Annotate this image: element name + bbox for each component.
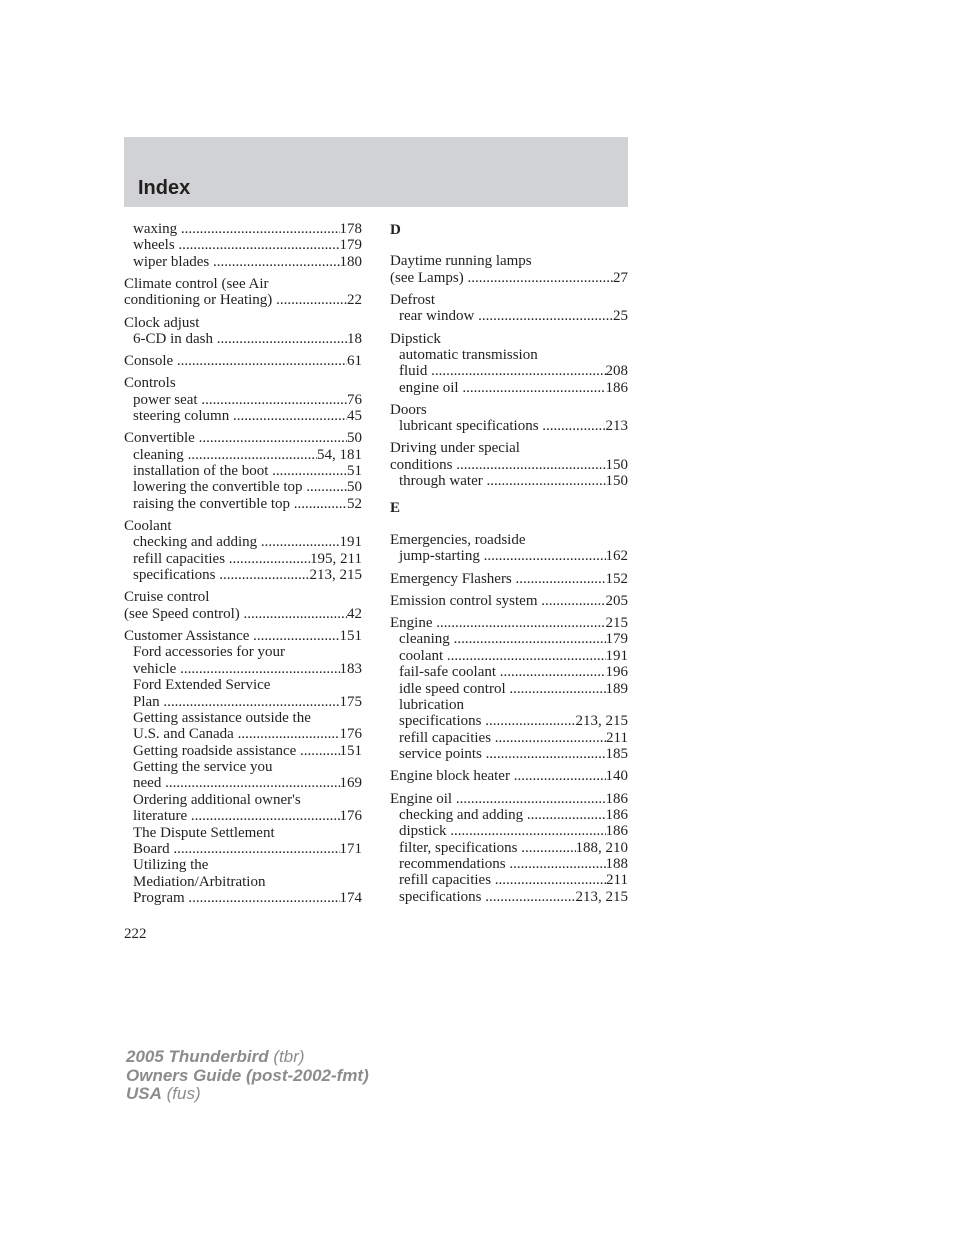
leader-dots (482, 746, 606, 762)
index-subentry-line (124, 841, 362, 857)
index-subentry-line (390, 746, 628, 762)
section-letter-d: D (390, 222, 401, 238)
leader-dots (491, 730, 606, 746)
leader-dots (538, 593, 606, 609)
leader-dots (480, 548, 606, 564)
entry-text: Engine (390, 615, 433, 631)
page-reference: 195, 211 (310, 550, 362, 567)
index-subentry-line (124, 775, 362, 791)
entry-text: Ford accessories for your (133, 644, 286, 661)
index-subentry-line (124, 463, 362, 479)
entry-text: cleaning (133, 446, 184, 463)
entry-text: lowering the convertible top (133, 479, 303, 496)
entry-text: Ordering additional owner's (133, 791, 301, 808)
footer-line-market (126, 1085, 369, 1104)
leader-dots (427, 363, 605, 379)
index-subentry-line (390, 473, 628, 489)
index-subentry-line (124, 331, 362, 347)
leader-dots (296, 743, 339, 759)
entry-text: Engine oil (390, 790, 453, 807)
page-reference: 175 (339, 693, 362, 710)
page-reference: 183 (339, 660, 362, 677)
entry-text: refill capacities (133, 550, 226, 567)
index-subentry-line (124, 792, 362, 808)
index-subentry-line (390, 730, 628, 746)
leader-dots (268, 463, 347, 479)
leader-dots (539, 418, 606, 434)
index-column-left (124, 221, 362, 912)
entry-text: Emission control system (390, 592, 538, 609)
page-reference: 22 (347, 292, 362, 309)
page-reference: 152 (605, 570, 628, 587)
entry-text: conditioning or Heating) (124, 292, 273, 309)
index-subentry-line (124, 479, 362, 495)
entry-text: Defrost (390, 291, 435, 308)
entry-text: waxing (133, 221, 178, 237)
entry-text: refill capacities (399, 729, 492, 746)
index-entry (390, 593, 628, 609)
index-entry (390, 615, 628, 763)
index-entry-line (390, 457, 628, 473)
index-entry-line (390, 440, 628, 456)
index-entry (124, 375, 362, 424)
leader-dots (198, 392, 347, 408)
entry-text: Customer Assistance (124, 627, 250, 644)
index-subentry-line (124, 567, 362, 583)
index-entry-line (124, 353, 362, 369)
index-subentry-line (390, 697, 628, 713)
entry-text: (see Speed control) (124, 605, 240, 622)
entry-text: Coolant (124, 518, 172, 535)
entry-text: The Dispute Settlement (133, 824, 275, 841)
index-entry-line (124, 430, 362, 446)
page-reference: 215 (605, 615, 628, 631)
leader-dots (481, 889, 575, 905)
index-subentry-line (124, 551, 362, 567)
index-subentry-line (390, 807, 628, 823)
index-section-d (390, 253, 628, 489)
leader-dots (491, 872, 606, 888)
leader-dots (187, 808, 339, 824)
entry-text: Getting the service you (133, 759, 273, 776)
index-subentry-line (124, 254, 362, 270)
leader-dots (195, 430, 347, 446)
index-entry-line (124, 315, 362, 331)
index-entry-line (124, 518, 362, 534)
entry-text: conditions (390, 456, 453, 473)
leader-dots (229, 408, 347, 424)
page-reference: 208 (605, 363, 628, 380)
index-subentry-line (390, 363, 628, 379)
page-reference: 205 (605, 592, 628, 609)
entry-text: filter, specifications (399, 839, 518, 856)
index-entry-line (390, 292, 628, 308)
index-entry (124, 589, 362, 622)
entry-text: Driving under special (390, 440, 520, 457)
leader-dots (510, 768, 606, 784)
entry-text: idle speed control (399, 680, 506, 697)
index-subentry-line (390, 840, 628, 856)
leader-dots (481, 713, 575, 729)
page-reference: 150 (605, 456, 628, 473)
leader-dots (225, 551, 310, 567)
leader-dots (176, 661, 339, 677)
page-reference: 151 (339, 742, 362, 759)
entry-text: Emergency Flashers (390, 570, 512, 587)
entry-text: Console (124, 353, 174, 370)
index-entry-line (390, 593, 628, 609)
leader-dots (240, 606, 347, 622)
index-subentry-line (390, 889, 628, 905)
page-reference: 25 (613, 308, 628, 325)
page-reference: 179 (339, 237, 362, 254)
entry-text: wheels (133, 237, 175, 254)
entry-text: (see Lamps) (390, 269, 464, 286)
page-reference: 171 (339, 841, 362, 858)
footer-model-code: (tbr) (268, 1047, 305, 1066)
leader-dots (177, 221, 339, 237)
index-subentry-line (390, 681, 628, 697)
index-entry-line (124, 606, 362, 622)
index-entry-line (390, 253, 628, 269)
entry-text: Utilizing the (133, 857, 209, 874)
leader-dots (459, 380, 606, 396)
entry-text: U.S. and Canada (133, 726, 234, 743)
page-reference: 186 (605, 823, 628, 840)
index-subentry-line (124, 534, 362, 550)
entry-text: installation of the boot (133, 463, 269, 480)
leader-dots (523, 807, 605, 823)
index-subentry-line (124, 496, 362, 512)
page-reference: 186 (605, 379, 628, 396)
leader-dots (175, 237, 340, 253)
entry-text: Getting assistance outside the (133, 709, 311, 726)
entry-text: Engine block heater (390, 768, 510, 785)
leader-dots (160, 694, 340, 710)
page-reference: 162 (605, 548, 628, 565)
index-entry (390, 768, 628, 784)
entry-text: specifications (399, 888, 482, 905)
index-subentry-line (124, 825, 362, 841)
page-reference: 42 (347, 605, 362, 622)
entry-text: Controls (124, 375, 176, 392)
index-entry (390, 440, 628, 489)
index-entry-line (390, 768, 628, 784)
page-reference: 76 (347, 391, 362, 408)
index-subentry-line (124, 874, 362, 890)
entry-text: Climate control (see Air (124, 275, 269, 292)
entry-text: Dipstick (390, 330, 441, 347)
leader-dots (290, 496, 347, 512)
index-subentry-line (390, 308, 628, 324)
leader-dots (433, 615, 606, 631)
index-entry (124, 628, 362, 907)
leader-dots (506, 681, 606, 697)
index-subentry-line (390, 823, 628, 839)
entry-text: fail-safe coolant (399, 664, 497, 681)
leader-dots (213, 331, 347, 347)
index-subentry-line (124, 857, 362, 873)
index-subentry-line (124, 759, 362, 775)
entry-text: Clock adjust (124, 314, 200, 331)
entry-text: Cruise control (124, 589, 210, 606)
page-reference: 188 (605, 856, 628, 873)
index-entry-line (124, 292, 362, 308)
index-subentry-line (124, 661, 362, 677)
page-reference: 51 (347, 463, 362, 480)
index-subentry-line (390, 648, 628, 664)
index-entry-line (390, 571, 628, 587)
leader-dots (453, 457, 606, 473)
entry-text: power seat (133, 391, 198, 408)
entry-text: recommendations (399, 856, 506, 873)
page-reference: 169 (339, 775, 362, 792)
page-number: 222 (124, 926, 147, 942)
index-entry-line (390, 532, 628, 548)
leader-dots (464, 270, 613, 286)
page-reference: 45 (347, 408, 362, 425)
page-reference: 196 (605, 664, 628, 681)
index-subentry-line (390, 872, 628, 888)
page-reference: 151 (339, 627, 362, 644)
leader-dots (450, 631, 606, 647)
page-reference: 179 (605, 631, 628, 648)
leader-dots (512, 571, 606, 587)
index-subentry-line (124, 694, 362, 710)
page-reference: 211 (606, 729, 628, 746)
page-reference: 191 (605, 647, 628, 664)
index-subentry-line (124, 644, 362, 660)
index-entry (124, 221, 362, 270)
index-entry-line (390, 791, 628, 807)
index-entry (124, 430, 362, 512)
index-entry (124, 315, 362, 348)
index-subentry-line (390, 713, 628, 729)
leader-dots (447, 823, 606, 839)
leader-dots (185, 890, 340, 906)
entry-text: automatic transmission (399, 346, 538, 363)
index-entry-line (124, 628, 362, 644)
entry-text: 6-CD in dash (133, 330, 213, 347)
page-reference: 213 (605, 418, 628, 435)
index-subentry-line (124, 447, 362, 463)
index-entry (390, 331, 628, 397)
index-entry (390, 253, 628, 286)
leader-dots (215, 567, 309, 583)
entry-text: Board (133, 841, 170, 858)
index-entry (124, 276, 362, 309)
section-letter-e: E (390, 499, 401, 516)
page-reference: 140 (605, 768, 628, 785)
entry-text: wiper blades (133, 253, 210, 270)
index-subentry-line (124, 392, 362, 408)
entry-text: Doors (390, 401, 427, 418)
index-entry-line (390, 331, 628, 347)
entry-text: literature (133, 808, 188, 825)
index-subentry-line (390, 664, 628, 680)
leader-dots (161, 775, 339, 791)
entry-text: specifications (399, 713, 482, 730)
entry-text: Ford Extended Service (133, 677, 271, 694)
entry-text: Mediation/Arbitration (133, 873, 266, 890)
index-entry (124, 353, 362, 369)
page-reference: 180 (339, 253, 362, 270)
page-reference: 18 (347, 330, 362, 347)
entry-text: checking and adding (399, 806, 524, 823)
page-reference: 50 (347, 479, 362, 496)
leader-dots (496, 664, 605, 680)
leader-dots (452, 791, 605, 807)
leader-dots (483, 473, 606, 489)
index-column-right (390, 221, 628, 911)
entry-text: Program (133, 890, 185, 907)
entry-text: Getting roadside assistance (133, 742, 297, 759)
index-subentry-line (124, 743, 362, 759)
index-subentry-line (390, 631, 628, 647)
entry-text: through water (399, 473, 483, 490)
entry-text: raising the convertible top (133, 495, 291, 512)
index-subentry-line (124, 221, 362, 237)
entry-text: dipstick (399, 823, 447, 840)
footer-market: USA (126, 1084, 162, 1103)
page-reference: 178 (339, 221, 362, 237)
index-entry (390, 292, 628, 325)
index-entry (390, 402, 628, 435)
leader-dots (234, 726, 340, 742)
page-reference: 189 (605, 680, 628, 697)
page-reference: 213, 215 (575, 713, 628, 730)
footer-guide: Owners Guide (post-2002-fmt) (126, 1065, 369, 1085)
entry-text: jump-starting (399, 548, 480, 565)
index-entry-line (124, 276, 362, 292)
entry-text: engine oil (399, 379, 459, 396)
entry-text: rear window (399, 308, 475, 325)
index-subentry-line (390, 856, 628, 872)
entry-text: Plan (133, 693, 160, 710)
index-subentry-line (124, 726, 362, 742)
index-entry (390, 791, 628, 906)
index-entry-line (390, 615, 628, 631)
entry-text: refill capacities (399, 872, 492, 889)
index-subentry-line (124, 237, 362, 253)
page-reference: 185 (605, 746, 628, 763)
index-section-e (390, 532, 628, 905)
page-reference: 50 (347, 430, 362, 447)
page-reference: 27 (613, 269, 628, 286)
leader-dots (173, 353, 347, 369)
page-title: Index (138, 177, 191, 199)
header-band (124, 137, 628, 207)
leader-dots (170, 841, 340, 857)
leader-dots (209, 254, 339, 270)
index-entry-line (390, 270, 628, 286)
entry-text: Emergencies, roadside (390, 532, 526, 549)
footer-line-model (126, 1048, 369, 1067)
entry-text: fluid (399, 363, 428, 380)
page-reference: 188, 210 (575, 839, 628, 856)
page-reference: 52 (347, 495, 362, 512)
index-entry (390, 532, 628, 565)
leader-dots (249, 628, 339, 644)
page-reference: 211 (606, 872, 628, 889)
leader-dots (257, 534, 339, 550)
entry-text: coolant (399, 647, 444, 664)
page-reference: 186 (605, 790, 628, 807)
entry-text: lubrication (399, 696, 464, 713)
page-reference: 213, 215 (575, 888, 628, 905)
document-footer (126, 1048, 369, 1104)
page-reference: 54, 181 (317, 446, 362, 463)
entry-text: specifications (133, 567, 216, 584)
index-entry-line (124, 589, 362, 605)
index-subentry-line (124, 710, 362, 726)
entry-text: need (133, 775, 162, 792)
footer-line-guide (126, 1067, 369, 1086)
entry-text: steering column (133, 408, 230, 425)
entry-text: service points (399, 746, 482, 763)
index-subentry-line (124, 890, 362, 906)
leader-dots (443, 648, 605, 664)
entry-text: cleaning (399, 631, 450, 648)
entry-text: Daytime running lamps (390, 253, 532, 270)
page-reference: 174 (339, 890, 362, 907)
index-subentry-line (390, 548, 628, 564)
leader-dots (303, 479, 347, 495)
index-subentry-line (390, 418, 628, 434)
leader-dots (506, 856, 606, 872)
entry-text: vehicle (133, 660, 177, 677)
leader-dots (474, 308, 613, 324)
leader-dots (184, 447, 317, 463)
page-reference: 213, 215 (309, 567, 362, 584)
entry-text: lubricant specifications (399, 418, 539, 435)
footer-market-code: (fus) (161, 1084, 201, 1103)
index-subentry-line (124, 677, 362, 693)
index-subentry-line (390, 380, 628, 396)
index-subentry-line (124, 408, 362, 424)
page-reference: 61 (347, 353, 362, 370)
index-entry (390, 571, 628, 587)
index-entry-line (124, 375, 362, 391)
entry-text: checking and adding (133, 534, 258, 551)
index-subentry-line (390, 347, 628, 363)
index-subentry-line (124, 808, 362, 824)
entry-text: Convertible (124, 430, 195, 447)
footer-model: 2005 Thunderbird (126, 1047, 269, 1066)
page-reference: 176 (339, 726, 362, 743)
leader-dots (518, 840, 576, 856)
leader-dots (272, 292, 347, 308)
index-entry-line (390, 402, 628, 418)
page-reference: 186 (605, 806, 628, 823)
page-reference: 191 (339, 534, 362, 551)
page-reference: 176 (339, 808, 362, 825)
index-entry (124, 518, 362, 584)
page-reference: 150 (605, 473, 628, 490)
